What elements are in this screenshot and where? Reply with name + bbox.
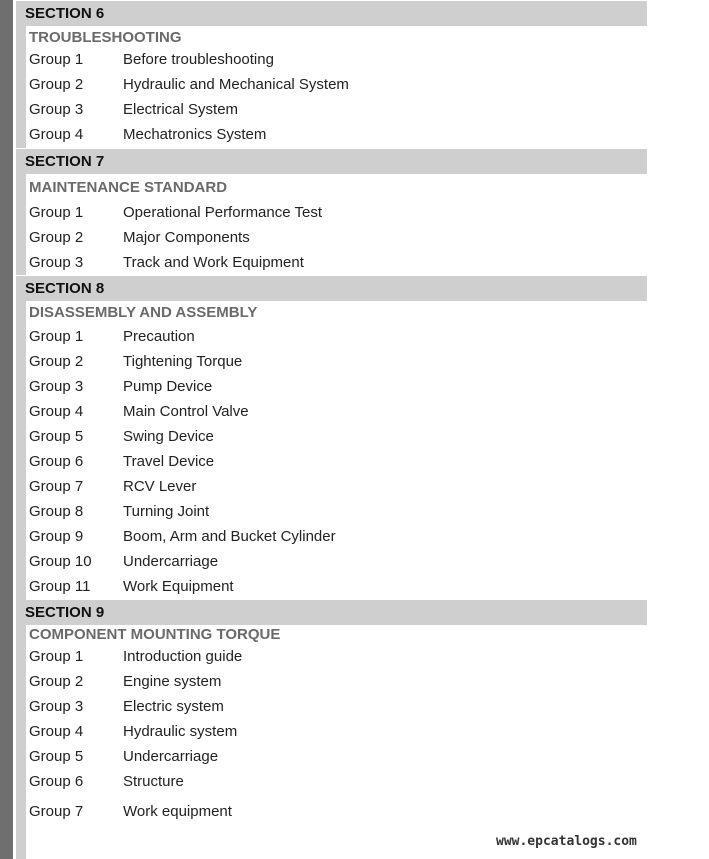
group-label: Group 6 xyxy=(29,773,84,790)
group-title-link[interactable]: Engine system xyxy=(123,673,222,690)
group-title-link[interactable]: Before troubleshooting xyxy=(123,51,274,68)
section-subtitle: COMPONENT MOUNTING TORQUE xyxy=(29,626,281,643)
group-title-link[interactable]: Travel Device xyxy=(123,453,215,470)
group-label: Group 2 xyxy=(29,229,84,246)
group-title-link[interactable]: Mechatronics System xyxy=(123,126,267,143)
section-header-band xyxy=(16,600,647,625)
section-inner-bar xyxy=(16,624,26,859)
left-margin-bar xyxy=(0,0,13,859)
group-label: Group 3 xyxy=(29,101,84,118)
section-subtitle: DISASSEMBLY AND ASSEMBLY xyxy=(29,304,258,321)
section-inner-bar xyxy=(16,174,26,275)
group-label: Group 7 xyxy=(29,478,84,495)
group-label: Group 8 xyxy=(29,503,84,520)
section-title: SECTION 8 xyxy=(25,280,105,297)
group-label: Group 9 xyxy=(29,528,84,545)
group-title-link[interactable]: RCV Lever xyxy=(123,478,197,495)
group-title-link[interactable]: Tightening Torque xyxy=(123,353,243,370)
group-label: Group 4 xyxy=(29,723,84,740)
group-label: Group 4 xyxy=(29,126,84,143)
group-label: Group 2 xyxy=(29,353,84,370)
group-title-link[interactable]: Undercarriage xyxy=(123,748,219,765)
group-title-link[interactable]: Precaution xyxy=(123,328,195,345)
group-label: Group 5 xyxy=(29,428,84,445)
group-title-link[interactable]: Hydraulic and Mechanical System xyxy=(123,76,349,93)
section-subtitle: MAINTENANCE STANDARD xyxy=(29,179,228,196)
group-label: Group 4 xyxy=(29,403,84,420)
group-title-link[interactable]: Work equipment xyxy=(123,803,232,820)
group-title-link[interactable]: Main Control Valve xyxy=(123,403,249,420)
group-title-link[interactable]: Boom, Arm and Bucket Cylinder xyxy=(123,528,336,545)
group-label: Group 10 xyxy=(29,553,92,570)
group-title-link[interactable]: Pump Device xyxy=(123,378,213,395)
group-label: Group 1 xyxy=(29,51,84,68)
group-title-link[interactable]: Electrical System xyxy=(123,101,239,118)
group-title-link[interactable]: Work Equipment xyxy=(123,578,234,595)
section-inner-bar xyxy=(16,26,26,148)
group-label: Group 1 xyxy=(29,328,84,345)
section-title: SECTION 7 xyxy=(25,153,105,170)
group-label: Group 2 xyxy=(29,76,84,93)
group-title-link[interactable]: Turning Joint xyxy=(123,503,210,520)
group-title-link[interactable]: Electric system xyxy=(123,698,224,715)
group-title-link[interactable]: Structure xyxy=(123,773,184,790)
section-title: SECTION 9 xyxy=(25,604,105,621)
group-label: Group 11 xyxy=(29,578,91,595)
section-header-band xyxy=(16,276,647,301)
group-label: Group 3 xyxy=(29,254,84,271)
group-label: Group 2 xyxy=(29,673,84,690)
group-label: Group 1 xyxy=(29,648,84,665)
group-label: Group 6 xyxy=(29,453,84,470)
section-subtitle: TROUBLESHOOTING xyxy=(29,29,182,46)
group-label: Group 5 xyxy=(29,748,84,765)
group-title-link[interactable]: Undercarriage xyxy=(123,553,219,570)
section-header-band xyxy=(16,1,647,26)
group-title-link[interactable]: Hydraulic system xyxy=(123,723,238,740)
group-label: Group 3 xyxy=(29,378,84,395)
group-title-link[interactable]: Operational Performance Test xyxy=(123,204,322,221)
group-title-link[interactable]: Swing Device xyxy=(123,428,214,445)
group-title-link[interactable]: Major Components xyxy=(123,229,250,246)
section-header-band xyxy=(16,149,647,174)
watermark-url: www.epcatalogs.com xyxy=(496,834,637,849)
group-title-link[interactable]: Track and Work Equipment xyxy=(123,254,304,271)
section-inner-bar xyxy=(16,300,26,600)
section-title: SECTION 6 xyxy=(25,5,105,22)
group-label: Group 3 xyxy=(29,698,84,715)
group-label: Group 1 xyxy=(29,204,84,221)
group-label: Group 7 xyxy=(29,803,84,820)
group-title-link[interactable]: Introduction guide xyxy=(123,648,243,665)
